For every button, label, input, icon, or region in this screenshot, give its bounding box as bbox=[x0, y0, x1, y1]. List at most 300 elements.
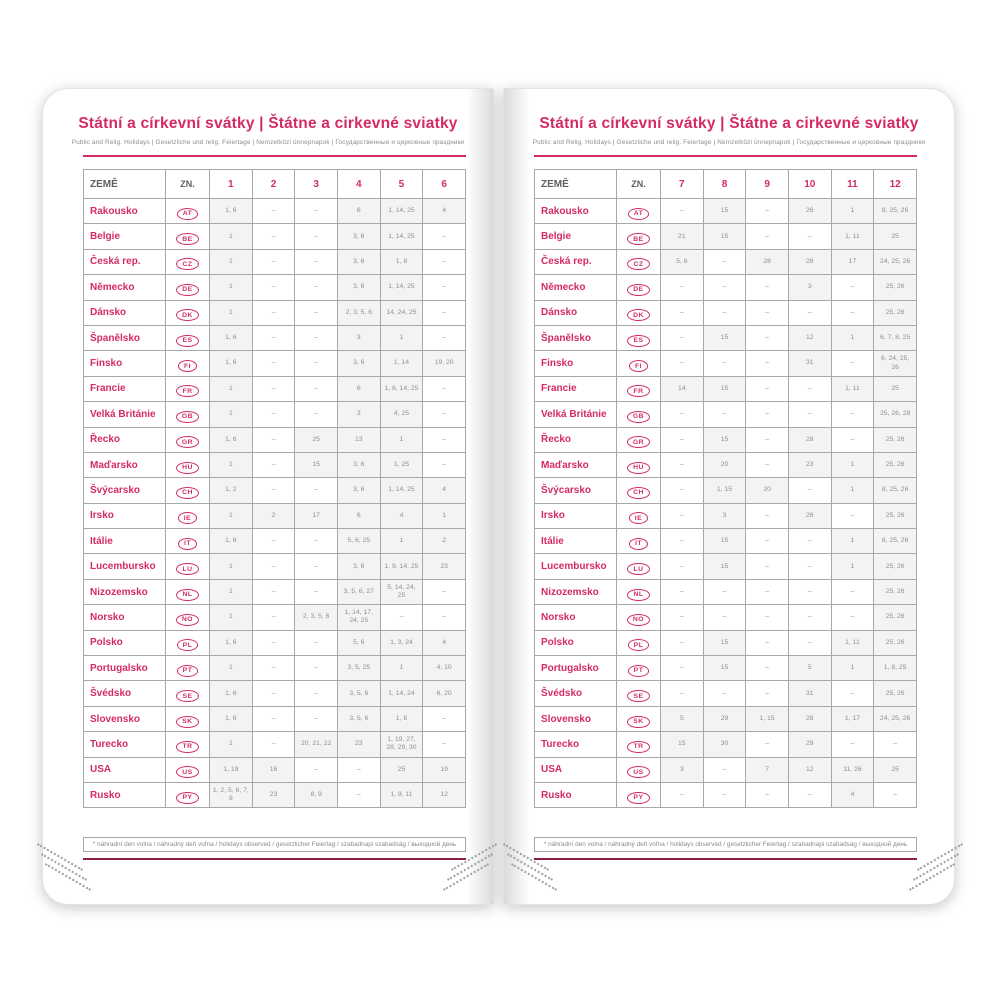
holiday-days-cell: 8, 9 bbox=[295, 782, 338, 807]
holiday-days-cell: 5, 6, 25 bbox=[337, 529, 380, 554]
holiday-days-cell: – bbox=[831, 300, 874, 325]
holiday-days-cell: 25, 26 bbox=[874, 681, 917, 706]
country-code-cell bbox=[617, 579, 661, 604]
country-name: Irsko bbox=[535, 503, 617, 528]
country-code-badge: PT bbox=[177, 665, 199, 677]
country-code-badge: AT bbox=[177, 208, 199, 220]
holiday-days-cell: 1 bbox=[831, 656, 874, 681]
header-month: 10 bbox=[788, 170, 831, 199]
holiday-days-cell: – bbox=[746, 300, 789, 325]
holiday-days-cell: – bbox=[423, 427, 466, 452]
country-code-cell bbox=[166, 757, 210, 782]
country-code-badge: IT bbox=[178, 538, 197, 550]
country-code-badge: PL bbox=[177, 639, 199, 651]
holiday-days-cell: – bbox=[252, 529, 295, 554]
country-code-badge: BE bbox=[627, 233, 649, 245]
table-header-row bbox=[535, 170, 917, 199]
table-row bbox=[535, 249, 917, 274]
holiday-days-cell: – bbox=[746, 376, 789, 401]
country-name: Dánsko bbox=[84, 300, 166, 325]
holiday-days-cell: 5, 6 bbox=[661, 249, 704, 274]
header-country: ZEMĚ bbox=[535, 170, 617, 199]
table-row bbox=[535, 325, 917, 350]
holiday-days-cell: – bbox=[703, 300, 746, 325]
holiday-days-cell: 1, 9, 11 bbox=[380, 782, 423, 807]
country-name: Portugalsko bbox=[535, 656, 617, 681]
table-row bbox=[535, 681, 917, 706]
table-row bbox=[535, 376, 917, 401]
country-code-badge: US bbox=[176, 766, 198, 778]
holiday-days-cell: – bbox=[423, 325, 466, 350]
holiday-days-cell: 4 bbox=[380, 503, 423, 528]
holiday-days-cell: 25, 26 bbox=[874, 554, 917, 579]
holiday-days-cell: 15 bbox=[703, 376, 746, 401]
table-row bbox=[84, 199, 466, 224]
country-code-cell bbox=[166, 275, 210, 300]
holiday-table-months-1-6 bbox=[83, 169, 466, 808]
table-row bbox=[84, 224, 466, 249]
holiday-days-cell: – bbox=[252, 579, 295, 604]
holiday-days-cell: 25 bbox=[874, 376, 917, 401]
holiday-days-cell: – bbox=[661, 351, 704, 376]
holiday-days-cell: 5, 14, 24, 25 bbox=[380, 579, 423, 604]
holiday-days-cell: 1 bbox=[831, 325, 874, 350]
country-code-cell bbox=[617, 529, 661, 554]
holiday-days-cell: 15 bbox=[703, 630, 746, 655]
holiday-days-cell: 1 bbox=[210, 452, 253, 477]
holiday-days-cell: 1 bbox=[210, 376, 253, 401]
holiday-days-cell: 29 bbox=[788, 732, 831, 757]
holiday-days-cell: 15 bbox=[703, 554, 746, 579]
country-name: Finsko bbox=[535, 351, 617, 376]
holiday-days-cell: 3, 6 bbox=[337, 224, 380, 249]
holiday-days-cell: – bbox=[831, 427, 874, 452]
holiday-days-cell: 19, 20 bbox=[423, 351, 466, 376]
country-code-cell bbox=[617, 656, 661, 681]
header-month: 5 bbox=[380, 170, 423, 199]
holiday-days-cell: – bbox=[703, 681, 746, 706]
holiday-days-cell: – bbox=[252, 681, 295, 706]
holiday-days-cell: 15 bbox=[703, 199, 746, 224]
holiday-days-cell: 20 bbox=[746, 478, 789, 503]
holiday-days-cell: – bbox=[423, 452, 466, 477]
holiday-days-cell: 16 bbox=[252, 757, 295, 782]
holiday-days-cell: 8, 25, 26 bbox=[874, 478, 917, 503]
holiday-days-cell: – bbox=[252, 275, 295, 300]
country-code-badge: IT bbox=[629, 538, 648, 550]
holiday-days-cell: 17 bbox=[295, 503, 338, 528]
country-code-badge: HU bbox=[176, 462, 199, 474]
country-code-badge: NL bbox=[627, 589, 649, 601]
table-row bbox=[535, 656, 917, 681]
country-code-badge: FR bbox=[627, 385, 649, 397]
holiday-days-cell: – bbox=[337, 782, 380, 807]
holiday-days-cell: – bbox=[746, 605, 789, 630]
country-name: Velká Británie bbox=[535, 402, 617, 427]
holiday-days-cell: 1, 14, 25 bbox=[380, 224, 423, 249]
country-name: Rusko bbox=[535, 782, 617, 807]
holiday-days-cell: 15 bbox=[661, 732, 704, 757]
country-code-badge: PY bbox=[627, 792, 649, 804]
holiday-days-cell: – bbox=[252, 478, 295, 503]
header-code: ZN. bbox=[617, 170, 661, 199]
table-row bbox=[84, 630, 466, 655]
holiday-days-cell: 2, 3, 5, 6 bbox=[295, 605, 338, 630]
holiday-days-cell: 15 bbox=[703, 656, 746, 681]
holiday-days-cell: 1, 2, 5, 6, 7, 8 bbox=[210, 782, 253, 807]
holiday-days-cell: – bbox=[295, 249, 338, 274]
holiday-days-cell: – bbox=[295, 402, 338, 427]
holiday-days-cell: 15 bbox=[295, 452, 338, 477]
holiday-days-cell: 23 bbox=[337, 732, 380, 757]
table-row bbox=[535, 427, 917, 452]
holiday-days-cell: – bbox=[831, 275, 874, 300]
holiday-days-cell: 3, 6 bbox=[337, 351, 380, 376]
country-code-badge: TR bbox=[627, 741, 649, 753]
holiday-days-cell: 3, 6 bbox=[337, 554, 380, 579]
holiday-days-cell: – bbox=[788, 605, 831, 630]
country-code-badge: FI bbox=[629, 360, 648, 372]
country-name: Dánsko bbox=[535, 300, 617, 325]
table-row bbox=[535, 630, 917, 655]
country-code-cell bbox=[166, 478, 210, 503]
holiday-days-cell: 4 bbox=[831, 782, 874, 807]
holiday-days-cell: 1, 14, 17, 24, 25 bbox=[337, 605, 380, 630]
holiday-days-cell: 23 bbox=[252, 782, 295, 807]
holiday-days-cell: 1, 17 bbox=[831, 706, 874, 731]
holiday-days-cell: – bbox=[337, 757, 380, 782]
holiday-days-cell: – bbox=[703, 249, 746, 274]
holiday-days-cell: 1, 8, 25 bbox=[874, 656, 917, 681]
holiday-days-cell: 4 bbox=[423, 199, 466, 224]
holiday-days-cell: – bbox=[788, 554, 831, 579]
holiday-days-cell: – bbox=[746, 656, 789, 681]
country-code-badge: ES bbox=[627, 335, 649, 347]
country-code-badge: SK bbox=[627, 716, 649, 728]
header-month: 1 bbox=[210, 170, 253, 199]
holiday-days-cell: 25 bbox=[380, 757, 423, 782]
country-code-cell bbox=[617, 706, 661, 731]
country-name: Maďarsko bbox=[84, 452, 166, 477]
holiday-days-cell: – bbox=[295, 351, 338, 376]
holiday-days-cell: 1, 6 bbox=[210, 681, 253, 706]
country-name: Nizozemsko bbox=[84, 579, 166, 604]
page-right bbox=[503, 88, 955, 905]
holiday-days-cell: 28 bbox=[788, 249, 831, 274]
country-code-cell bbox=[617, 427, 661, 452]
holiday-days-cell: – bbox=[252, 325, 295, 350]
holiday-days-cell: 1, 6 bbox=[210, 529, 253, 554]
holiday-days-cell: 25 bbox=[874, 224, 917, 249]
holiday-days-cell: – bbox=[661, 579, 704, 604]
page-subtitle: Public and Relig. Holidays | Gesetzliche und relig. Feiertage | Nemzetközi ünnepnapok | Государственные и церковные праздники bbox=[532, 139, 926, 146]
holiday-days-cell: 6, 24, 25, 26 bbox=[874, 351, 917, 376]
table-row bbox=[84, 732, 466, 757]
holiday-days-cell: – bbox=[423, 376, 466, 401]
header-month: 2 bbox=[252, 170, 295, 199]
holiday-days-cell: – bbox=[252, 376, 295, 401]
header-month: 7 bbox=[661, 170, 704, 199]
holiday-days-cell: – bbox=[746, 325, 789, 350]
country-name: Portugalsko bbox=[84, 656, 166, 681]
holiday-days-cell: 1, 6 bbox=[210, 199, 253, 224]
holiday-days-cell: 31 bbox=[788, 351, 831, 376]
header-month: 6 bbox=[423, 170, 466, 199]
country-code-cell bbox=[166, 325, 210, 350]
holiday-days-cell: – bbox=[703, 605, 746, 630]
holiday-days-cell: 3, 5, 6 bbox=[337, 681, 380, 706]
table-row bbox=[84, 529, 466, 554]
holiday-days-cell: 1, 8 bbox=[380, 249, 423, 274]
holiday-days-cell: – bbox=[661, 554, 704, 579]
holiday-days-cell: – bbox=[746, 579, 789, 604]
holiday-days-cell: – bbox=[874, 782, 917, 807]
holiday-days-cell: – bbox=[788, 579, 831, 604]
holiday-days-cell: 3, 6 bbox=[337, 452, 380, 477]
holiday-days-cell: 25, 26 bbox=[874, 275, 917, 300]
holiday-days-cell: 25, 26, 28 bbox=[874, 402, 917, 427]
holiday-days-cell: – bbox=[788, 300, 831, 325]
holiday-days-cell: 1, 14, 24 bbox=[380, 681, 423, 706]
country-code-badge: FR bbox=[176, 385, 198, 397]
holiday-days-cell: – bbox=[788, 630, 831, 655]
holiday-days-cell: – bbox=[661, 300, 704, 325]
holiday-days-cell: 1, 6 bbox=[210, 325, 253, 350]
country-code-cell bbox=[166, 706, 210, 731]
holiday-days-cell: – bbox=[746, 224, 789, 249]
country-code-cell bbox=[166, 402, 210, 427]
country-name: Řecko bbox=[84, 427, 166, 452]
header-month: 9 bbox=[746, 170, 789, 199]
holiday-days-cell: – bbox=[423, 275, 466, 300]
country-name: Finsko bbox=[84, 351, 166, 376]
holiday-days-cell: – bbox=[295, 681, 338, 706]
holiday-days-cell: 1, 15 bbox=[746, 706, 789, 731]
page-title: Státní a církevní svátky | Štátne a cirkevné sviatky bbox=[539, 115, 919, 132]
holiday-days-cell: – bbox=[746, 782, 789, 807]
holiday-days-cell: 2, 3, 5, 6 bbox=[337, 300, 380, 325]
table-row bbox=[84, 605, 466, 630]
table-row bbox=[535, 199, 917, 224]
country-name: Česká rep. bbox=[535, 249, 617, 274]
holiday-days-cell: – bbox=[703, 275, 746, 300]
country-name: Švýcarsko bbox=[84, 478, 166, 503]
table-row bbox=[84, 656, 466, 681]
holiday-days-cell: – bbox=[831, 579, 874, 604]
country-name: Francie bbox=[535, 376, 617, 401]
holiday-table-months-7-12 bbox=[534, 169, 917, 808]
country-name: Španělsko bbox=[535, 325, 617, 350]
holiday-days-cell: 25 bbox=[295, 427, 338, 452]
country-code-badge: CH bbox=[176, 487, 199, 499]
country-code-cell bbox=[166, 351, 210, 376]
holiday-days-cell: – bbox=[746, 681, 789, 706]
country-code-cell bbox=[617, 249, 661, 274]
holiday-days-cell: 1 bbox=[380, 325, 423, 350]
holiday-days-cell: 3 bbox=[337, 402, 380, 427]
country-name: Norsko bbox=[535, 605, 617, 630]
country-code-cell bbox=[617, 757, 661, 782]
country-code-badge: PL bbox=[628, 639, 650, 651]
holiday-days-cell: – bbox=[423, 579, 466, 604]
table-row bbox=[84, 554, 466, 579]
holiday-days-cell: 6, 20 bbox=[423, 681, 466, 706]
holiday-days-cell: – bbox=[746, 503, 789, 528]
holiday-days-cell: – bbox=[661, 529, 704, 554]
table-row bbox=[84, 300, 466, 325]
country-code-badge: AT bbox=[628, 208, 650, 220]
holiday-days-cell: 23 bbox=[788, 452, 831, 477]
country-name: Irsko bbox=[84, 503, 166, 528]
table-row bbox=[535, 706, 917, 731]
holiday-days-cell: – bbox=[788, 529, 831, 554]
holiday-days-cell: 6 bbox=[337, 199, 380, 224]
holiday-days-cell: 1, 11 bbox=[831, 376, 874, 401]
holiday-days-cell: 19 bbox=[423, 757, 466, 782]
holiday-days-cell: – bbox=[252, 656, 295, 681]
holiday-days-cell: – bbox=[661, 325, 704, 350]
country-name: Švédsko bbox=[535, 681, 617, 706]
country-code-cell bbox=[166, 376, 210, 401]
holiday-days-cell: 1 bbox=[210, 249, 253, 274]
country-code-cell bbox=[166, 224, 210, 249]
holiday-days-cell: 1 bbox=[210, 605, 253, 630]
country-name: Německo bbox=[84, 275, 166, 300]
holiday-days-cell: – bbox=[661, 452, 704, 477]
country-code-badge: GB bbox=[176, 411, 199, 423]
country-code-badge: DK bbox=[627, 309, 650, 321]
holiday-days-cell: 1 bbox=[831, 554, 874, 579]
country-code-cell bbox=[166, 529, 210, 554]
holiday-days-cell: 15 bbox=[703, 529, 746, 554]
table-row bbox=[84, 452, 466, 477]
country-code-badge: IE bbox=[629, 512, 648, 524]
holiday-days-cell: 1 bbox=[831, 199, 874, 224]
country-name: Itálie bbox=[535, 529, 617, 554]
holiday-days-cell: – bbox=[746, 732, 789, 757]
holiday-days-cell: 23 bbox=[423, 554, 466, 579]
holiday-days-cell: 3 bbox=[788, 275, 831, 300]
holiday-days-cell: 25, 26 bbox=[874, 605, 917, 630]
holiday-days-cell: 8, 25, 26 bbox=[874, 199, 917, 224]
holiday-days-cell: 1 bbox=[210, 224, 253, 249]
country-code-cell bbox=[617, 605, 661, 630]
country-name: Nizozemsko bbox=[535, 579, 617, 604]
country-name: Rusko bbox=[84, 782, 166, 807]
holiday-days-cell: – bbox=[423, 402, 466, 427]
open-book bbox=[42, 88, 955, 905]
country-name: Polsko bbox=[535, 630, 617, 655]
holiday-days-cell: 28 bbox=[788, 706, 831, 731]
holiday-days-cell: 1, 9, 14, 25 bbox=[380, 554, 423, 579]
holiday-days-cell: – bbox=[295, 529, 338, 554]
holiday-days-cell: 1, 14, 25 bbox=[380, 478, 423, 503]
country-code-badge: LU bbox=[627, 563, 649, 575]
country-code-cell bbox=[166, 681, 210, 706]
table-row bbox=[84, 782, 466, 807]
table-row bbox=[84, 402, 466, 427]
holiday-days-cell: 1 bbox=[210, 579, 253, 604]
header-month: 4 bbox=[337, 170, 380, 199]
holiday-days-cell: – bbox=[661, 605, 704, 630]
page-subtitle: Public and Relig. Holidays | Gesetzliche und relig. Feiertage | Nemzetközi ünnepnapok | Государственные и церковные праздники bbox=[71, 139, 465, 146]
holiday-days-cell: 25, 26 bbox=[874, 630, 917, 655]
country-name: Česká rep. bbox=[84, 249, 166, 274]
holiday-days-cell: 4, 10 bbox=[423, 656, 466, 681]
country-code-cell bbox=[617, 224, 661, 249]
country-name: Německo bbox=[535, 275, 617, 300]
holiday-days-cell: – bbox=[661, 275, 704, 300]
header-month: 3 bbox=[295, 170, 338, 199]
holiday-days-cell: 25 bbox=[874, 757, 917, 782]
country-code-cell bbox=[166, 452, 210, 477]
holiday-days-cell: 3 bbox=[661, 757, 704, 782]
table-row bbox=[535, 503, 917, 528]
holiday-days-cell: – bbox=[423, 249, 466, 274]
country-code-badge: SE bbox=[627, 690, 649, 702]
holiday-days-cell: – bbox=[423, 605, 466, 630]
holiday-days-cell: – bbox=[746, 630, 789, 655]
country-code-cell bbox=[166, 579, 210, 604]
table-row bbox=[535, 605, 917, 630]
holiday-days-cell: 1, 6 bbox=[210, 351, 253, 376]
country-code-cell bbox=[166, 503, 210, 528]
table-row bbox=[84, 681, 466, 706]
holiday-days-cell: 25, 26 bbox=[874, 503, 917, 528]
holiday-days-cell: 1, 3, 24 bbox=[380, 630, 423, 655]
table-row bbox=[84, 249, 466, 274]
holiday-days-cell: – bbox=[295, 325, 338, 350]
holiday-days-cell: – bbox=[295, 554, 338, 579]
holiday-days-cell: 12 bbox=[788, 757, 831, 782]
holiday-days-cell: – bbox=[252, 630, 295, 655]
holiday-days-cell: – bbox=[746, 402, 789, 427]
table-row bbox=[535, 452, 917, 477]
country-name: Polsko bbox=[84, 630, 166, 655]
holiday-days-cell: – bbox=[423, 706, 466, 731]
table-row bbox=[84, 325, 466, 350]
table-row bbox=[535, 478, 917, 503]
holiday-days-cell: – bbox=[252, 300, 295, 325]
country-code-badge: BE bbox=[176, 233, 198, 245]
holiday-days-cell: 4 bbox=[423, 478, 466, 503]
holiday-days-cell: – bbox=[703, 782, 746, 807]
holiday-days-cell: 31 bbox=[788, 681, 831, 706]
country-code-cell bbox=[617, 478, 661, 503]
holiday-days-cell: 28 bbox=[788, 427, 831, 452]
table-row bbox=[84, 275, 466, 300]
country-code-badge: NO bbox=[627, 614, 650, 626]
holiday-days-cell: 14, 24, 25 bbox=[380, 300, 423, 325]
holiday-days-cell: – bbox=[252, 249, 295, 274]
country-name: Švýcarsko bbox=[535, 478, 617, 503]
holiday-days-cell: 1, 6 bbox=[210, 630, 253, 655]
country-code-cell bbox=[617, 402, 661, 427]
holiday-days-cell: – bbox=[661, 681, 704, 706]
holiday-days-cell: – bbox=[746, 529, 789, 554]
table-row bbox=[535, 402, 917, 427]
table-row bbox=[535, 529, 917, 554]
country-code-cell bbox=[617, 199, 661, 224]
table-row bbox=[535, 351, 917, 376]
country-code-cell bbox=[617, 275, 661, 300]
holiday-days-cell: 1, 14, 25 bbox=[380, 275, 423, 300]
header-month: 12 bbox=[874, 170, 917, 199]
country-code-cell bbox=[166, 732, 210, 757]
holiday-days-cell: 3, 6 bbox=[337, 478, 380, 503]
table-row bbox=[84, 503, 466, 528]
country-name: USA bbox=[535, 757, 617, 782]
